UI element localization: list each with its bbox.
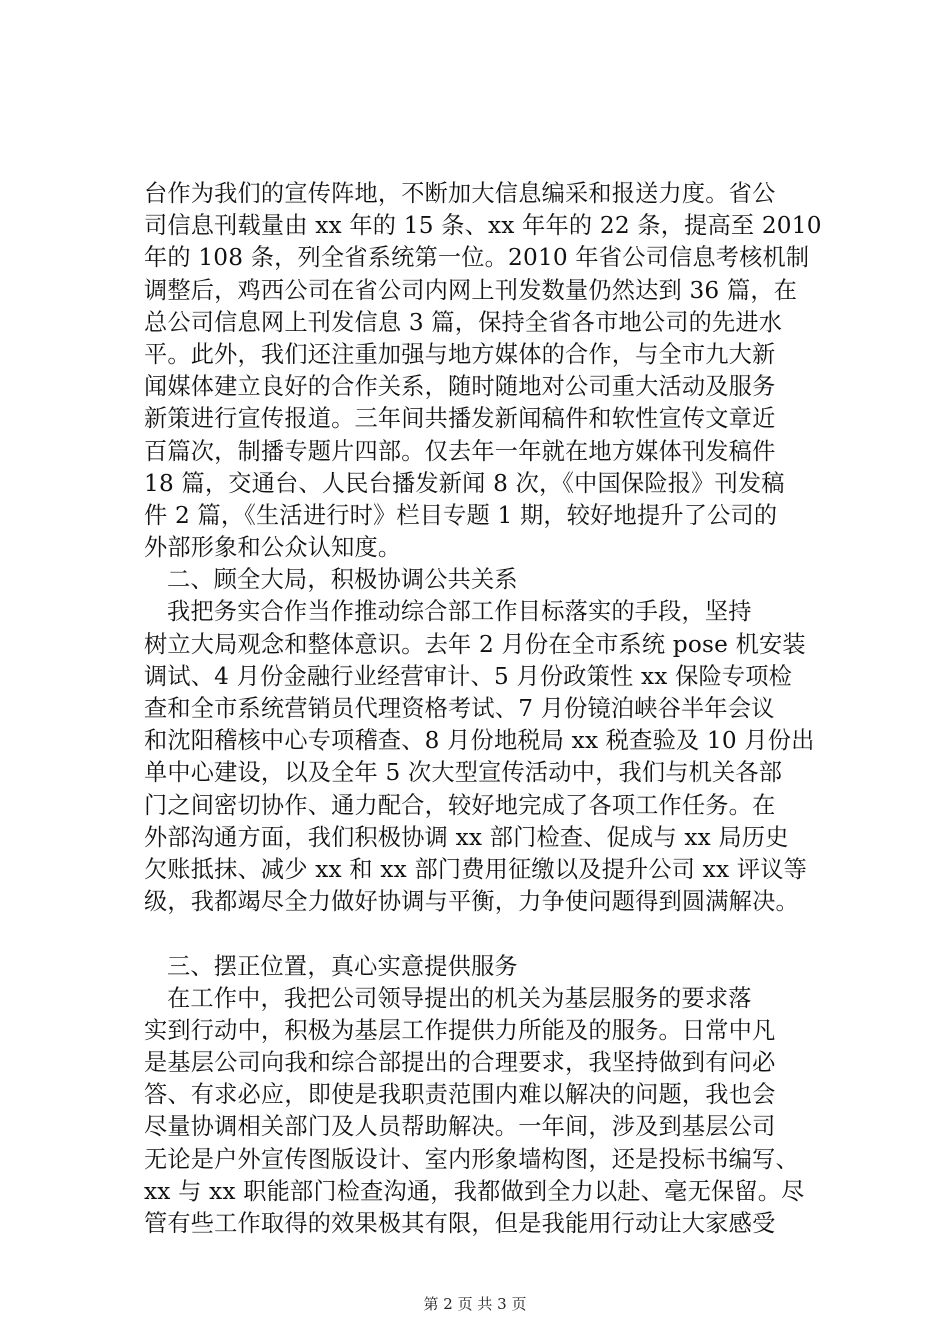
text-line: 尽量协调相关部门及人员帮助解决。一年间，涉及到基层公司 [144,1113,776,1141]
text-line: 年的 108 条，列全省系统第一位。2010 年省公司信息考核机制 [144,244,810,272]
section-heading-2: 二、顾全大局，积极协调公共关系 [167,566,518,594]
text-line: 新策进行宣传报道。三年间共播发新闻稿件和软性宣传文章近 [144,405,776,433]
text-line: 平。此外，我们还注重加强与地方媒体的合作，与全市九大新 [144,340,776,368]
text-line: 百篇次，制播专题片四部。仅去年一年就在地方媒体刊发稿件 [144,437,776,465]
text-line: 门之间密切协作、通力配合，较好地完成了各项工作任务。在 [144,791,776,819]
text-line: 是基层公司向我和综合部提出的合理要求，我坚持做到有问必 [144,1049,776,1077]
text-line: xx 与 xx 职能部门检查沟通，我都做到全力以赴、毫无保留。尽 [144,1177,805,1205]
text-line: 单中心建设，以及全年 5 次大型宣传活动中，我们与机关各部 [144,759,783,787]
text-line: 欠账抵抹、减少 xx 和 xx 部门费用征缴以及提升公司 xx 评议等 [144,855,807,883]
text-line: 台作为我们的宣传阵地，不断加大信息编采和报送力度。省公 [144,180,776,207]
paragraph-3 [144,983,864,1241]
text-line: 调整后，鸡西公司在省公司内网上刊发数量仍然达到 36 篇，在 [144,276,798,304]
page-number-footer: 第 2 页 共 3 页 [423,1295,527,1313]
text-line: 总公司信息网上刊发信息 3 篇，保持全省各市地公司的先进水 [144,308,783,336]
document-body [144,178,864,1240]
text-line: 调试、4 月份金融行业经营审计、5 月份政策性 xx 保险专项检 [144,662,793,690]
text-line: 外部形象和公众认知度。 [144,534,402,562]
text-line: 管有些工作取得的效果极其有限，但是我能用行动让大家感受 [144,1210,776,1237]
text-line: 级，我都竭尽全力做好协调与平衡，力争使问题得到圆满解决。 [144,888,799,916]
text-line: 司信息刊载量由 xx 年的 15 条、xx 年年的 22 条，提高至 2010 [144,212,822,240]
paragraph-1 [144,178,864,564]
text-line: 在工作中，我把公司领导提出的机关为基层服务的要求落 [167,984,752,1012]
text-line: 18 篇，交通台、人民台播发新闻 8 次，《中国保险报》刊发稿 [144,469,785,497]
text-line: 我把务实合作当作推动综合部工作目标落实的手段，坚持 [167,598,752,626]
section-heading-3: 三、摆正位置，真心实意提供服务 [167,952,518,980]
text-line: 闻媒体建立良好的合作关系，随时随地对公司重大活动及服务 [144,373,776,401]
text-line: 树立大局观念和整体意识。去年 2 月份在全市系统 pose 机安装 [144,630,806,658]
text-line: 实到行动中，积极为基层工作提供力所能及的服务。日常中凡 [144,1016,776,1044]
text-line: 答、有求必应，即使是我职责范围内难以解决的问题，我也会 [144,1081,776,1109]
paragraph-spacer [144,918,864,950]
text-line: 和沈阳稽核中心专项稽查、8 月份地税局 xx 税查验及 10 月份出 [144,727,815,755]
paragraph-2 [144,596,864,918]
text-line: 件 2 篇，《生活进行时》栏目专题 1 期，较好地提升了公司的 [144,501,778,529]
text-line: 无论是户外宣传图版设计、室内形象墙构图，还是投标书编写、 [144,1145,799,1173]
text-line: 外部沟通方面，我们积极协调 xx 部门检查、促成与 xx 局历史 [144,823,789,851]
text-line: 查和全市系统营销员代理资格考试、7 月份镜泊峡谷半年会议 [144,695,775,722]
